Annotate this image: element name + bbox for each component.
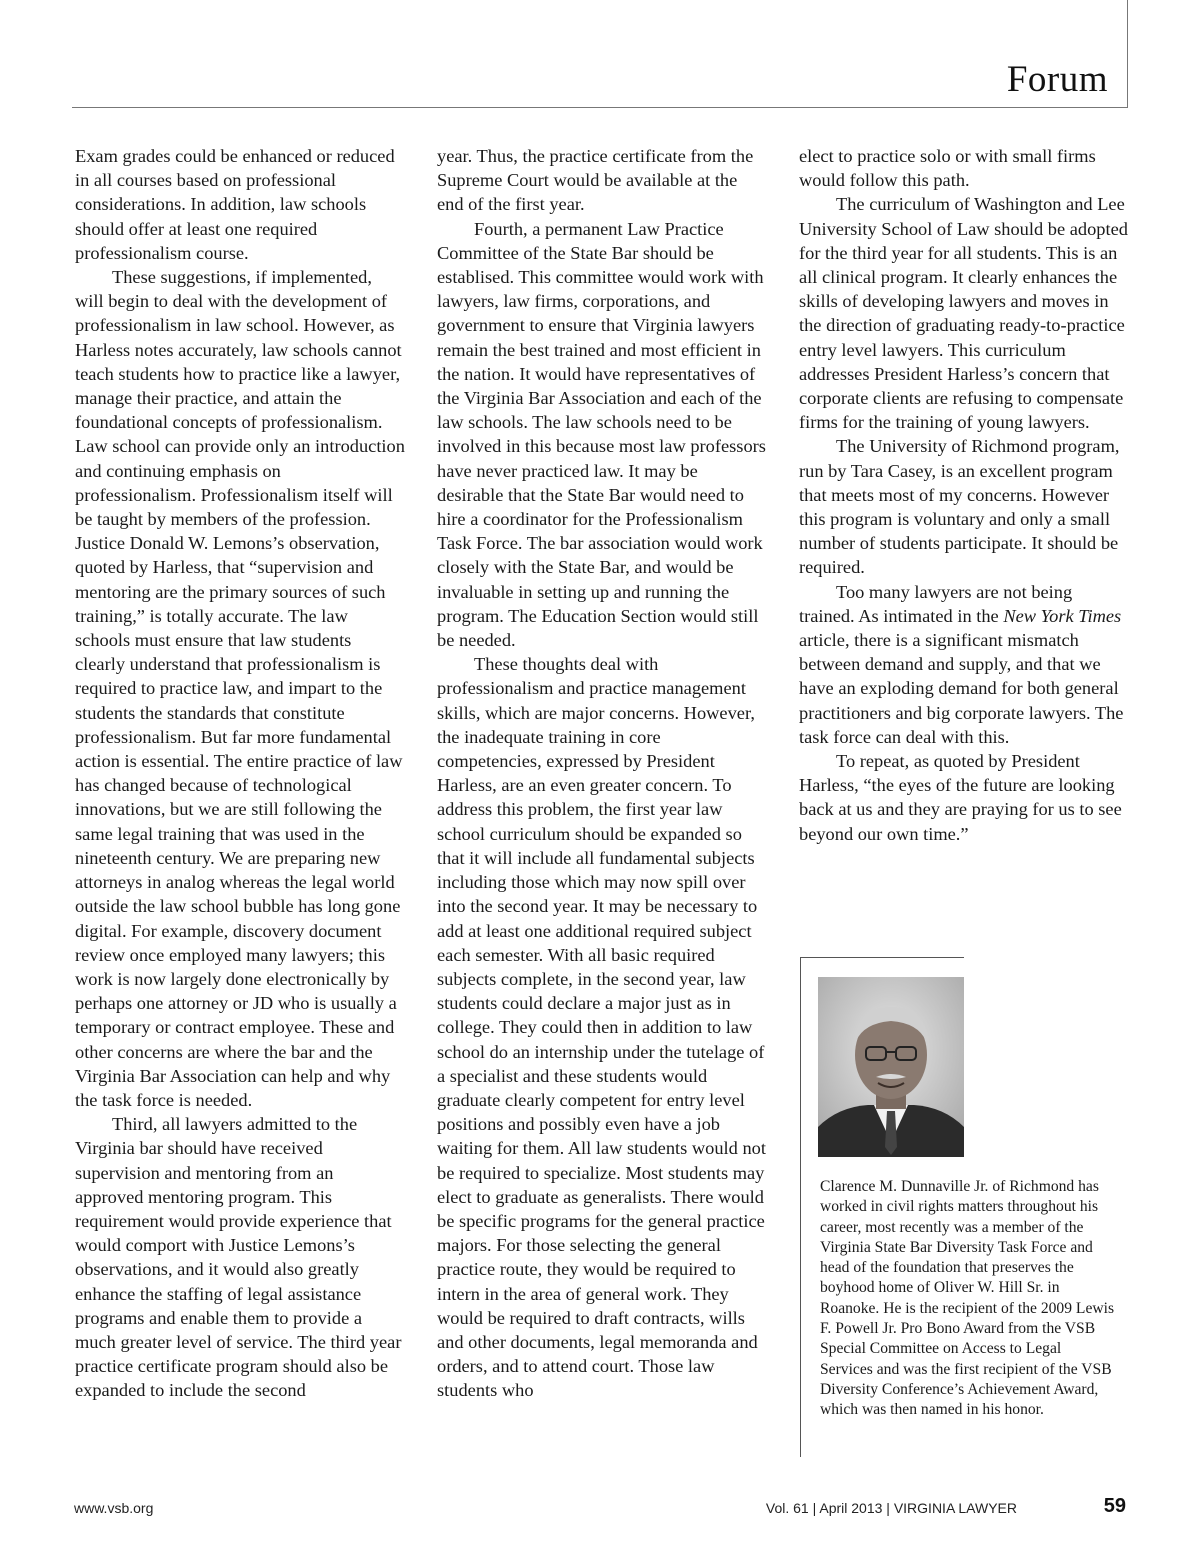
paragraph: The University of Richmond program, run by Tara Casey, is an excellent program that meets most of my concerns. However this program is voluntary and only a small number of students participate. It should be required. (799, 436, 1120, 578)
paragraph: The curriculum of Washington and Lee University School of Law should be adopted for the third year for all students. This is an all clinical program. It clearly enhances the skills of developing lawyers and moves in the direction of graduating ready-to-practice entry level lawyers. This curriculum addresses President Harless’s concern that corporate clients are refusing to compensate firms for the training of young lawyers. (799, 194, 1128, 433)
article-column-2 (437, 144, 767, 1403)
paragraph: These suggestions, if implemented, will begin to deal with the development of professionalism in law school. However, as Harless notes accurately, law schools cannot teach students how to practice like a lawyer, manage their practice, and attain the foundational concepts of professionalism. Law school can provide only an introduction and continuing emphasis on professionalism. Professionalism itself will be taught by members of the profession. Justice Donald W. Lemons’s observation, quoted by Harless, that “supervision and mentoring are the primary sources of such training,” is totally accurate. The law schools must ensure that law students clearly understand that professionalism is required to practice law, and impart to the students the standards that constitute professionalism. But far more fundamental action is essential. The entire practice of law has changed because of technological innovations, but we are still following the same legal training that was used in the nineteenth century. We are preparing new attorneys in analog whereas the legal world outside the law school bubble has long gone digital. For example, discovery document review once employed many lawyers; this work is now largely done electronically by perhaps one attorney or JD who is usually a temporary or contract employee. These and other concerns are where the bar and the Virginia Bar Association can help and why the task force is needed. (75, 267, 405, 1110)
footer-issue-info: Vol. 61 | April 2013 | VIRGINIA LAWYER (765, 1500, 1017, 1516)
paragraph: Fourth, a permanent Law Practice Committee of the State Bar should be establised. This committee would work with lawyers, law firms, corporations, and government to ensure that Virginia lawyers remain the best trained and most efficient in the nation. It would have representatives of the Virginia Bar Association and each of the law schools. The law schools need to be involved in this because most law professors have never practiced law. It may be desirable that the State Bar would need to hire a coordinator for the Professionalism Task Force. The bar association would work closely with the State Bar, and would be invaluable in setting up and running the program. The Education Section would still be needed. (437, 218, 766, 651)
paragraph: Third, all lawyers admitted to the Virginia bar should have received supervision and mentoring from an approved mentoring program. This requirement would provide experience that would comport with Justice Lemons’s observations, and it would also greatly enhance the staffing of legal assistance programs and enable them to provide a much greater level of service. The third year practice certificate program should also be expanded to include the second (75, 1114, 402, 1401)
text-run: Too many lawyers are not being trained. As intimated in the (799, 581, 1073, 626)
paragraph: To repeat, as quoted by President Harless, “the eyes of the future are looking back at us and they are praying for us to see beyond our own time.” (799, 751, 1122, 844)
bio-top-rule (800, 957, 964, 958)
bio-vertical-rule (800, 957, 801, 1457)
author-photo (818, 977, 964, 1157)
article-column-3 (799, 144, 1129, 846)
paragraph: year. Thus, the practice certificate from the Supreme Court would be available at the end of the first year. (437, 146, 754, 215)
author-bio-box (800, 957, 1115, 1457)
paragraph (799, 580, 1129, 749)
section-title: Forum (1006, 59, 1108, 100)
footer-website[interactable]: www.vsb.org (74, 1500, 154, 1516)
paragraph: Exam grades could be enhanced or reduced in all courses based on professional considerations. In addition, law schools should offer at least one required professionalism course. (75, 146, 395, 263)
article-column-1 (75, 144, 405, 1403)
text-run: article, there is a significant mismatch between demand and supply, and that we have an exploding demand for both general practitioners and big corporate lawyers. The task force can deal with this. (799, 630, 1124, 747)
paragraph: elect to practice solo or with small firms would follow this path. (799, 146, 1096, 191)
page-number: 59 (1103, 1495, 1126, 1517)
publication-title: New York Times (1003, 605, 1122, 626)
author-portrait-image (818, 977, 964, 1157)
paragraph: These thoughts deal with professionalism and practice management skills, which are major concerns. However, the inadequate training in core competencies, expressed by President Harless, are an even greater concern. To address this problem, the first year law school curriculum should be expanded so that it will include all fundamental subjects including those which may now spill over into the second year. It may be necessary to add at least one additional required subject each semester. With all basic required subjects complete, in the second year, law students could declare a major just as in college. They could then in addition to law school do an internship under the tutelage of a specialist and these students would graduate clearly competent for entry level positions and possibly even have a job waiting for them. All law students would not be required to specialize. Most students may elect to graduate as generalists. There would be specific programs for the general practice majors. For those selecting the general practice route, they would be required to intern in the area of general work. They would be required to draft contracts, wills and other documents, legal memoranda and orders, and to attend court. Those law students who (437, 654, 766, 1401)
header-rule (72, 107, 1127, 108)
bio-caption: Clarence M. Dunnaville Jr. of Richmond has worked in civil rights matters throughout his career, most recently was a member of the Virginia State Bar Diversity Task Force and head of the foundation that preserves the boyhood home of Oliver W. Hill Sr. in Roanoke. He is the recipient of the 2009 Lewis F. Powell Jr. Pro Bono Award from the VSB Special Committee on Access to Legal Services and was the first recipient of the VSB Diversity Conference’s Achievement Award, which was then named in his honor. (820, 1178, 1115, 1419)
header-vertical-rule (1127, 0, 1128, 108)
